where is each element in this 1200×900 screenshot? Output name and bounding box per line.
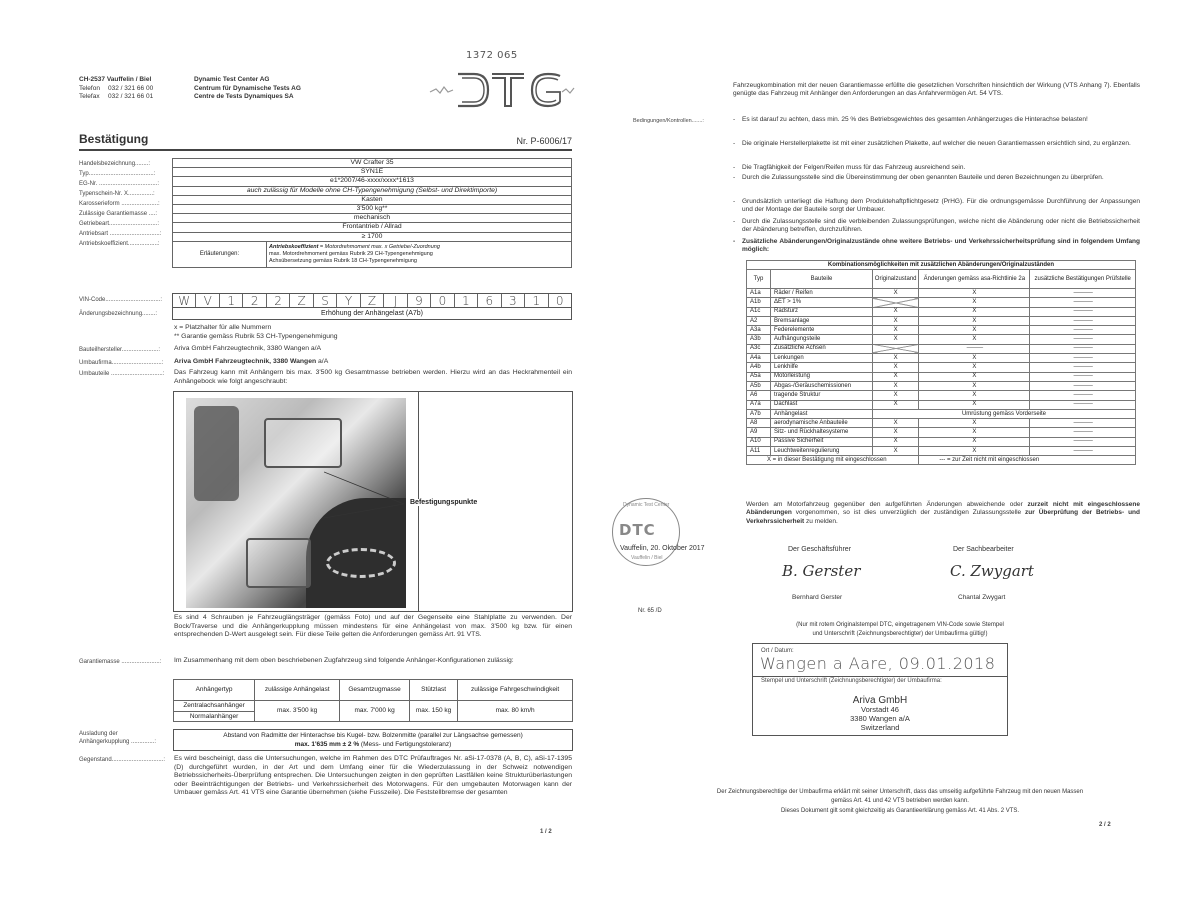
- bauteilhersteller-value: Ariva GmbH Fahrzeugtechnik, 3380 Wangen a/A: [174, 345, 322, 352]
- stempel-label: Stempel und Unterschrift (Zeichnungsberechtigter) der Umbaufirma:: [761, 678, 942, 684]
- table-row: [747, 335, 1136, 344]
- row-orig: X: [873, 307, 919, 316]
- row-extra: -------------------: [1030, 391, 1136, 400]
- row-typ: A1c: [747, 307, 771, 316]
- vin-char: 2: [267, 294, 290, 307]
- stamp-center-text: DTC: [619, 521, 656, 539]
- th-anhaengertyp: Anhängertyp: [174, 680, 255, 701]
- ausladung-value: max. 1'635 mm ± 2 %: [294, 741, 360, 748]
- condition-item: - Durch die Zulassungsstelle sind die Übereinstimmung der oben genannten Bauteile und deren Bezeichnungen zu überprüfen.: [733, 174, 1140, 182]
- vin-char: W: [173, 294, 196, 307]
- firm-stamp-country: Switzerland: [860, 723, 900, 732]
- placeholder-note: x = Platzhalter für alle Nummern: [174, 324, 272, 331]
- fax-label: Telefax: [79, 93, 100, 100]
- vin-char: 0: [555, 294, 564, 308]
- label-vin: VIN-Code.................................:: [79, 297, 163, 303]
- value-eg-nr: e1*2007/46-xxxx/xxxx*1613: [173, 177, 572, 186]
- row-orig: X: [873, 400, 919, 409]
- row-extra: -------------------: [1030, 381, 1136, 390]
- warning-part: Werden am Motorfahrzeug gegenüber den aufgeführten Änderungen abweichende oder: [746, 501, 1028, 508]
- vin-char: Z: [290, 294, 313, 307]
- row-bauteil: Sitz- und Rückhaltesysteme: [771, 428, 873, 437]
- vin-char: V: [196, 294, 219, 307]
- validity-line1: (Nur mit rotem Originalstempel DTC, eingetragenem VIN-Code sowie Stempel: [796, 622, 1004, 628]
- row-extra: -------------------: [1030, 372, 1136, 381]
- condition-item: - Die originale Herstellerplakette ist mit einer zusätzlichen Plakette, auf welcher die neuen Garantiemassen ersichtlich sind, zu ergänzen.: [733, 140, 1140, 148]
- doc-nr: Nr. 65 /D: [638, 608, 662, 614]
- warning-text: [746, 501, 1140, 526]
- gesamtzugmasse-value: max. 7'000 kg: [340, 701, 410, 722]
- table-row: [747, 400, 1136, 409]
- row-orig: X: [873, 335, 919, 344]
- row-orig-crossed: [873, 298, 919, 307]
- signer2-role: Der Sachbearbeiter: [953, 546, 1014, 553]
- row-extra: -------------------: [1030, 298, 1136, 307]
- row-orig: X: [873, 419, 919, 428]
- row-typ: A3a: [747, 326, 771, 335]
- vin-char: 9: [408, 294, 431, 307]
- firm-stamp-city: 3380 Wangen a/A: [850, 714, 910, 723]
- warning-emphasis: zurzeit nicht mit eingeschlossene Abänderungen: [746, 501, 1140, 517]
- row-typ: A4a: [747, 354, 771, 363]
- row-orig: X: [873, 428, 919, 437]
- row-bauteil: Zusätzliche Achsen: [771, 344, 873, 353]
- row-bauteil: Abgas-/Geräuschemissionen: [771, 381, 873, 390]
- row-asa: X: [919, 298, 1030, 307]
- footer-line2: gemäss Art. 41 und 42 VTS betrieben werden kann.: [831, 798, 969, 804]
- row-extra: -------------------: [1030, 363, 1136, 372]
- row-extra: -------------------: [1030, 400, 1136, 409]
- row-typ: A7b: [747, 409, 771, 418]
- validity-line2: und Unterschrift (Zeichnungsberechtigter) der Umbaufirma gültig!): [812, 631, 988, 637]
- place-date: Vauffelin, 20. Oktober 2017: [620, 545, 705, 552]
- row-extra: -------------------: [1030, 447, 1136, 456]
- row-asa: X: [919, 335, 1030, 344]
- label-typenschein: Typenschein-Nr. X...............:: [79, 191, 155, 197]
- address-city: CH-2537 Vauffelin / Biel: [79, 76, 152, 83]
- document-header: [79, 131, 572, 151]
- footer-line1: Der Zeichnungsberechtige der Umbaufirma erklärt mit seiner Unterschrift, dass das umseitig aufgeführte Fahrzeug mit den neuen Massen: [716, 789, 1084, 795]
- guarantee-note: ** Garantie gemäss Rubrik 53 CH-Typengenehmigung: [174, 333, 338, 340]
- row-orig: X: [873, 326, 919, 335]
- table-row: [747, 437, 1136, 446]
- row-typ: A10: [747, 437, 771, 446]
- table-row: [747, 447, 1136, 456]
- condition-item: - Grundsätzlich unterliegt die Haftung dem Produktehaftpflichtgesetz (PrHG). Für die ordnungsgemässe Durchführung der Anpassungen und der Montage der Bauteile sorgt der Umbauer.: [733, 198, 1140, 215]
- condition-item: - Zusätzliche Abänderungen/Originalzustände ohne weitere Betriebs- und Verkehrssicherheitsprüfung sind in folgendem Umfang möglich:: [733, 238, 1140, 255]
- row-extra: -------------------: [1030, 289, 1136, 298]
- firm-stamp-street: Vorstadt 46: [861, 705, 899, 714]
- value-karosserieform: Kasten: [173, 195, 572, 204]
- table-row: [747, 307, 1136, 316]
- row-typ: A5a: [747, 372, 771, 381]
- label-bauteilhersteller: Bauteilhersteller......................:: [79, 347, 161, 353]
- row-merged-note: Umrüstung gemäss Vorderseite: [873, 409, 1136, 418]
- mounting-photo: [174, 392, 419, 611]
- trailer-type: Zentralachsanhänger: [174, 701, 255, 712]
- th-gesamtzugmasse: Gesamtzugmasse: [340, 680, 410, 701]
- label-garantiemasse: Zulässige Garantiemasse ....:: [79, 211, 158, 217]
- value-handelsbezeichnung: VW Crafter 35: [173, 159, 572, 168]
- th-stuetzlast: Stützlast: [409, 680, 457, 701]
- value-garantiemasse: 3'500 kg**: [173, 204, 572, 213]
- vin-char: S: [314, 294, 337, 307]
- vin-char: J: [384, 294, 407, 307]
- label-ausladung-1: Ausladung der: [79, 731, 118, 737]
- row-typ: A3c: [747, 344, 771, 353]
- th-typ: Typ: [747, 270, 771, 289]
- signer1-name: Bernhard Gerster: [792, 594, 843, 601]
- row-bauteil: Federelemente: [771, 326, 873, 335]
- row-bauteil: Aufhängungsteile: [771, 335, 873, 344]
- mounting-point-marker: [264, 418, 342, 468]
- label-umbaufirma: Umbaufirma..............................:: [79, 360, 164, 366]
- company-name-de: Dynamic Test Center AG: [194, 76, 270, 83]
- trailer-config-table: [173, 679, 573, 722]
- row-asa: X: [919, 316, 1030, 325]
- combination-table: [746, 260, 1136, 465]
- phone-number: 032 / 321 66 00: [108, 84, 154, 92]
- company-name-fr: Centre de Tests Dynamiques SA: [194, 93, 294, 100]
- garantiemasse-text: Im Zusammenhang mit dem oben beschriebenen Zugfahrzeug sind folgende Anhänger-Konfigurationen zulässig:: [174, 657, 514, 664]
- footer-line3: Dieses Dokument gilt somit gleichzeitig als Garantieerklärung gemäss Art. 41 Abs. 2 VTS.: [780, 808, 1020, 814]
- condition-item: - Die Tragfähigkeit der Felgen/Reifen muss für das Fahrzeug ausreichend sein.: [733, 164, 1140, 172]
- row-bauteil: Motorleistung: [771, 372, 873, 381]
- row-typ: A9: [747, 428, 771, 437]
- row-bauteil: ΔET > 1%: [771, 298, 873, 307]
- row-asa: X: [919, 437, 1030, 446]
- fax-number: 032 / 321 66 01: [108, 93, 154, 100]
- erl-line3: Achsübersetzung gemäss Rubrik 18 CH-Typengenehmigung: [269, 257, 417, 264]
- label-eg-nr: EG-Nr. ...................................:: [79, 181, 160, 187]
- row-extra: -------------------: [1030, 316, 1136, 325]
- row-asa: X: [919, 428, 1030, 437]
- row-orig: X: [873, 391, 919, 400]
- sender-address: [79, 76, 153, 102]
- row-typ: A2: [747, 316, 771, 325]
- row-orig: X: [873, 437, 919, 446]
- row-extra: -------------------: [1030, 344, 1136, 353]
- vehicle-spec-table: [172, 158, 572, 268]
- label-garantiemasse-2: Garantiemasse .......................:: [79, 659, 162, 665]
- vin-char: 6: [478, 294, 501, 307]
- legend-x: X = in dieser Bestätigung mit eingeschlossen: [747, 456, 919, 465]
- callout-arrow-icon: [324, 462, 419, 522]
- umbaufirma-name: Ariva GmbH Fahrzeugtechnik, 3380 Wangen: [174, 358, 317, 365]
- document-number: Nr. P-6006/17: [516, 136, 572, 146]
- firm-stamp-name: Ariva GmbH: [852, 695, 908, 706]
- signer2-name: Chantal Zwygart: [958, 594, 1006, 601]
- table-row: [747, 391, 1136, 400]
- row-extra: -------------------: [1030, 354, 1136, 363]
- condition-item: - Es ist darauf zu achten, dass min. 25 % des Betriebsgewichtes des gesamten Anhängerzuges die Hinterachse belasten!: [733, 116, 1140, 124]
- company-name-de-2: Centrum für Dynamische Tests AG: [194, 84, 301, 92]
- legend-dash: --- = zur Zeit nicht mit eingeschlossen: [919, 456, 1136, 465]
- row-asa: X: [919, 400, 1030, 409]
- label-gegenstand: Gegenstand...............................:: [79, 757, 166, 763]
- value-antriebsart: Frontantrieb / Allrad: [173, 223, 572, 232]
- trailer-type: Normalanhänger: [174, 711, 255, 722]
- row-bauteil: Bremsanlage: [771, 316, 873, 325]
- row-bauteil: Radsturz: [771, 307, 873, 316]
- table-row: [747, 298, 1136, 307]
- row-bauteil: Anhängelast: [771, 409, 873, 418]
- divider: [753, 676, 1007, 677]
- erl-line2: max. Motordrehmoment gemäss Rubrik 29 CH-Typengenehmigung: [269, 250, 433, 257]
- row-asa: X: [919, 354, 1030, 363]
- row-asa: ----------------: [919, 344, 1030, 353]
- umbauteile-text: Das Fahrzeug kann mit Anhängern bis max. 3'500 kg Gesamtmasse betrieben werden. Hierzu wird an das Heckrahmenteil ein Anhängebock wie folgt angeschraubt:: [174, 369, 572, 385]
- row-asa: X: [919, 391, 1030, 400]
- row-bauteil: Lenkhilfe: [771, 363, 873, 372]
- table-row: [747, 289, 1136, 298]
- gegenstand-text: Es wird bescheinigt, dass die Untersuchungen, welche im Rahmen des DTC Prüfauftrages Nr. aSi-17-0378 (A, B, C), aSi-17-1395 (D) durchgeführt wurden, in der Art und dem Umfang einer für die Wiederzulassung in der Schweiz notwendigen Betriebssicherheits-Überprüfung entsprechen. Die Untersuchungen zeigten in den geprüften Lastfällen keine Strukturüberlastungen oder Beeinträchtigungen der Betriebs- und Verkehrssicherheit des Motorwagens. Für den umgebauten Motorwagen kann der Umbauer gemäss Art. 41 VTS eine Garantie übernehmen (siehe Fusszeile). Die Feststellbremse der gesamten: [174, 755, 572, 797]
- row-bauteil: Lenkungen: [771, 354, 873, 363]
- vin-char: 2: [243, 294, 266, 307]
- vin-char: 3: [502, 294, 525, 307]
- row-orig: X: [873, 372, 919, 381]
- row-typ: A1b: [747, 298, 771, 307]
- stamp-bottom-text: Vauffelin / Biel: [631, 555, 663, 561]
- row-asa: X: [919, 381, 1030, 390]
- dtc-logo-icon: [428, 62, 578, 114]
- row-asa: X: [919, 326, 1030, 335]
- th-geschwindigkeit: zulässige Fahrgeschwindigkeit: [458, 680, 573, 701]
- row-typ: A4b: [747, 363, 771, 372]
- row-bauteil: aerodynamische Anbauteile: [771, 419, 873, 428]
- intro-text: Fahrzeugkombination mit der neuen Garantiemasse erfüllte die gesetzlichen Vorschriften hinsichtlich der Wirkung (VTS Anhang 7). Ebenfalls genügte das Fahrzeug mit Anhänger den Anforderungen an das Anfahrvermögen Art. 54 VTS.: [733, 82, 1140, 98]
- vin-char: 1: [525, 294, 548, 307]
- row-bauteil: Leuchtweitenregulierung: [771, 447, 873, 456]
- row-orig-crossed: [873, 344, 919, 353]
- erlaeuterungen-text: [267, 241, 572, 267]
- page-number: 2 / 2: [1099, 822, 1111, 828]
- label-bedingungen: Bedingungen/Kontrollen.......:: [633, 118, 704, 124]
- row-orig: X: [873, 447, 919, 456]
- row-bauteil: tragende Struktur: [771, 391, 873, 400]
- row-extra: -------------------: [1030, 326, 1136, 335]
- table-row: [747, 354, 1136, 363]
- label-aenderung: Änderungsbezeichnung........:: [79, 311, 158, 317]
- signer1-role: Der Geschäftsführer: [788, 546, 852, 553]
- row-extra: -------------------: [1030, 419, 1136, 428]
- row-extra: -------------------: [1030, 437, 1136, 446]
- table-row: [747, 326, 1136, 335]
- row-orig: X: [873, 289, 919, 298]
- table-row: [747, 409, 1136, 418]
- ausladung-line1: Abstand von Radmitte der Hinterachse bis Kugel- bzw. Bolzenmitte (parallel zur Längsachse gemessen): [223, 732, 523, 739]
- firm-stamp: [753, 696, 1007, 732]
- document-page-2: [600, 0, 1200, 900]
- value-getriebeart: mechanisch: [173, 214, 572, 223]
- row-asa: X: [919, 363, 1030, 372]
- row-orig: X: [873, 381, 919, 390]
- vin-char: Y: [337, 294, 360, 307]
- value-typ: SYN1E: [173, 168, 572, 177]
- combo-title: Kombinationsmöglichkeiten mit zusätzlichen Abänderungen/Originalzuständen: [747, 261, 1136, 270]
- signature-gerster: B. Gerster: [782, 562, 861, 580]
- warning-emphasis: zur Überprüfung der Betriebs- und Verkehrssicherheit: [746, 509, 1140, 525]
- erl-definition: = Motordrehmoment max. x Getriebe/-Zuordnung: [318, 243, 440, 250]
- th-asa: Änderungen gemäss asa-Richtlinie 2a: [919, 270, 1030, 289]
- th-bauteile: Bauteile: [771, 270, 873, 289]
- ausladung-tolerance: (Mess- und Fertigungstoleranz): [359, 741, 452, 748]
- row-asa: X: [919, 372, 1030, 381]
- phone-label: Telefon: [79, 84, 100, 92]
- callout-label: Befestigungspunkte: [410, 499, 478, 506]
- table-row: [747, 372, 1136, 381]
- document-title: Bestätigung: [79, 132, 149, 146]
- row-typ: A11: [747, 447, 771, 456]
- value-typenschein: auch zulässig für Modelle ohne CH-Typengenehmigung (Selbst- und Direktimporte): [173, 186, 572, 195]
- erlaeuterungen-label: Erläuterungen:: [173, 241, 267, 267]
- table-row: [747, 344, 1136, 353]
- row-bauteil: Passive Sicherheit: [771, 437, 873, 446]
- table-row: [747, 316, 1136, 325]
- stuetzlast-value: max. 150 kg: [409, 701, 457, 722]
- legend-row: [747, 456, 1136, 465]
- stamp-arc-text: Dynamic Test Center: [623, 502, 670, 508]
- label-handelsbezeichnung: Handelsbezeichnung........:: [79, 161, 151, 167]
- th-originalzustand: Originalzustand: [873, 270, 919, 289]
- row-extra: -------------------: [1030, 335, 1136, 344]
- anhaengelast-value: max. 3'500 kg: [255, 701, 340, 722]
- row-asa: X: [919, 419, 1030, 428]
- condition-item: - Durch die Zulassungsstelle sind die verbleibenden Zulassungsprüfungen, welche nicht die Abänderung oder nicht die Betriebssicherheit der Abänderung betreffen, durchzuführen.: [733, 218, 1140, 235]
- row-orig: X: [873, 363, 919, 372]
- page-number: 1 / 2: [540, 829, 552, 835]
- vin-code-boxes: [172, 293, 572, 308]
- converter-stamp-box: [752, 643, 1008, 736]
- row-extra: -------------------: [1030, 428, 1136, 437]
- ort-datum-value: Wangen a Aare, 09.01.2018: [760, 654, 996, 673]
- table-row: [747, 363, 1136, 372]
- label-umbauteile: Umbauteile ...............................:: [79, 371, 165, 377]
- erl-term: Antriebskoeffizient: [269, 243, 319, 250]
- row-typ: A3b: [747, 335, 771, 344]
- row-typ: A1a: [747, 289, 771, 298]
- row-bauteil: Räder / Reifen: [771, 289, 873, 298]
- row-asa: X: [919, 307, 1030, 316]
- vin-char: 0: [431, 294, 454, 307]
- handwritten-number: 1372 065: [466, 50, 518, 61]
- vin-char: Z: [361, 294, 384, 307]
- row-orig: X: [873, 316, 919, 325]
- label-antriebskoeffizient: Antriebskoeffizient..................:: [79, 241, 160, 247]
- label-getriebeart: Getriebeart.............................:: [79, 221, 160, 227]
- dtc-stamp-icon: [612, 498, 680, 566]
- signature-zwygart: C. Zwygart: [950, 562, 1034, 580]
- row-asa: X: [919, 447, 1030, 456]
- company-name: [194, 76, 301, 102]
- ausladung-box: [173, 729, 573, 751]
- row-typ: A6: [747, 391, 771, 400]
- row-asa: X: [919, 289, 1030, 298]
- label-ausladung-2: Anhängerkupplung ..............:: [79, 739, 157, 745]
- row-typ: A5b: [747, 381, 771, 390]
- table-row: [747, 428, 1136, 437]
- row-extra: -------------------: [1030, 307, 1136, 316]
- umbaufirma-suffix: a/A: [316, 358, 329, 365]
- mounting-point-marker: [246, 538, 311, 588]
- screws-text: Es sind 4 Schrauben je Fahrzeuglängsträger (gemäss Foto) und auf der Gegenseite eine Stahlplatte zu verwenden. Der Bock/Traverse und die Anhängerkupplung müssen mindestens für eine Anhängelast von max. 3'500 kg bzw. für einen entsprechenden D-Wert ausgelegt sein. Für diese Teile gelten die Anforderungen gemäss Art. 91 VTS.: [174, 614, 572, 639]
- label-karosserieform: Karosserieform ......................:: [79, 201, 160, 207]
- row-bauteil: Dachlast: [771, 400, 873, 409]
- row-orig: X: [873, 354, 919, 363]
- value-antriebskoeffizient: ≥ 1700: [173, 232, 572, 241]
- label-typ: Typ.......................................:: [79, 171, 156, 177]
- ort-datum-label: Ort / Datum:: [761, 648, 794, 654]
- mounting-photo-box: [173, 391, 573, 612]
- vin-char: 1: [455, 294, 478, 307]
- vin-char: 1: [220, 294, 243, 307]
- row-typ: A7a: [747, 400, 771, 409]
- aenderung-value: Erhöhung der Anhängelast (A7b): [172, 308, 572, 320]
- geschwindigkeit-value: max. 80 km/h: [458, 701, 573, 722]
- row-typ: A8: [747, 419, 771, 428]
- th-zusaetzlich: zusätzliche Bestätigungen Prüfstelle: [1030, 270, 1136, 289]
- label-antriebsart: Antriebsart ..............................:: [79, 231, 162, 237]
- warning-part: vorgenommen, so ist dies unverzüglich der zuständigen Zulassungsstelle: [791, 509, 1026, 517]
- warning-part: zu melden.: [804, 517, 838, 525]
- umbaufirma-value: [174, 358, 328, 367]
- table-row: [747, 419, 1136, 428]
- th-anhaengelast: zulässige Anhängelast: [255, 680, 340, 701]
- table-row: [747, 381, 1136, 390]
